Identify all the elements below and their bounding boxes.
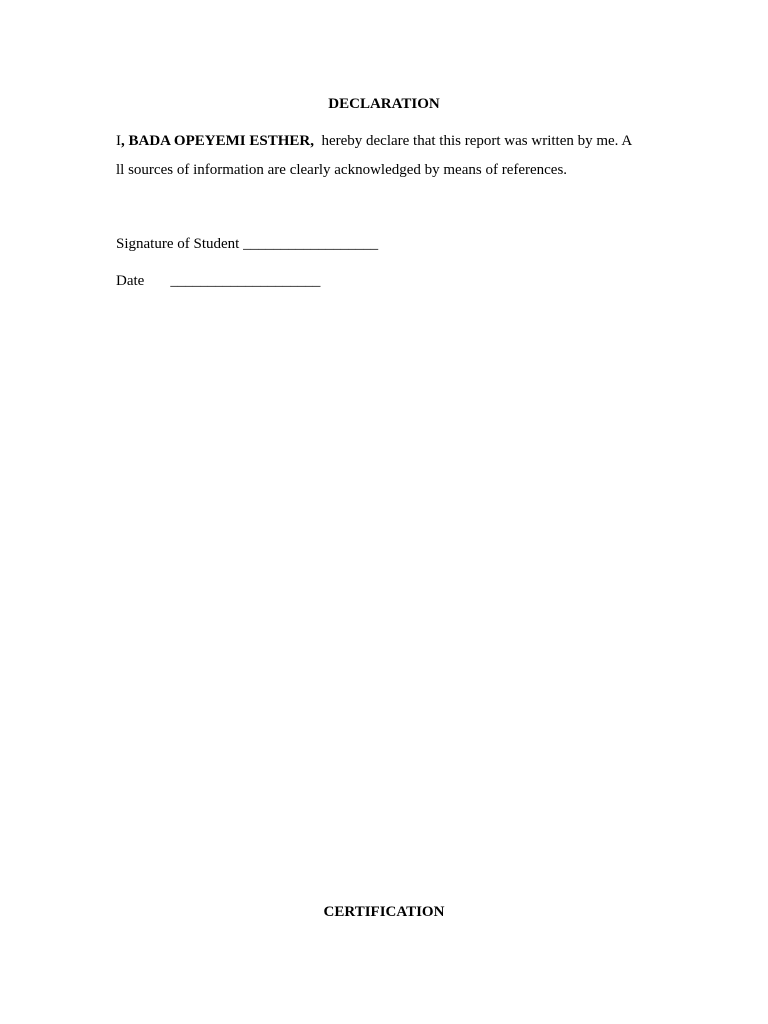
student-name: , BADA OPEYEMI ESTHER, xyxy=(121,133,314,149)
declaration-prefix: I xyxy=(116,133,121,149)
date-field xyxy=(116,272,320,290)
signature-field: Signature of Student __________________ xyxy=(116,236,379,252)
declaration-statement-line-2: ll sources of information are clearly acknowledged by means of references. xyxy=(116,162,568,178)
date-blank: ____________________ xyxy=(170,273,321,289)
declaration-text: hereby declare that this report was written by me. A xyxy=(313,133,633,149)
date-label: Date xyxy=(116,273,145,289)
declaration-heading: DECLARATION xyxy=(328,96,440,112)
certification-heading: CERTIFICATION xyxy=(323,904,445,920)
declaration-statement-line-1 xyxy=(116,132,632,150)
